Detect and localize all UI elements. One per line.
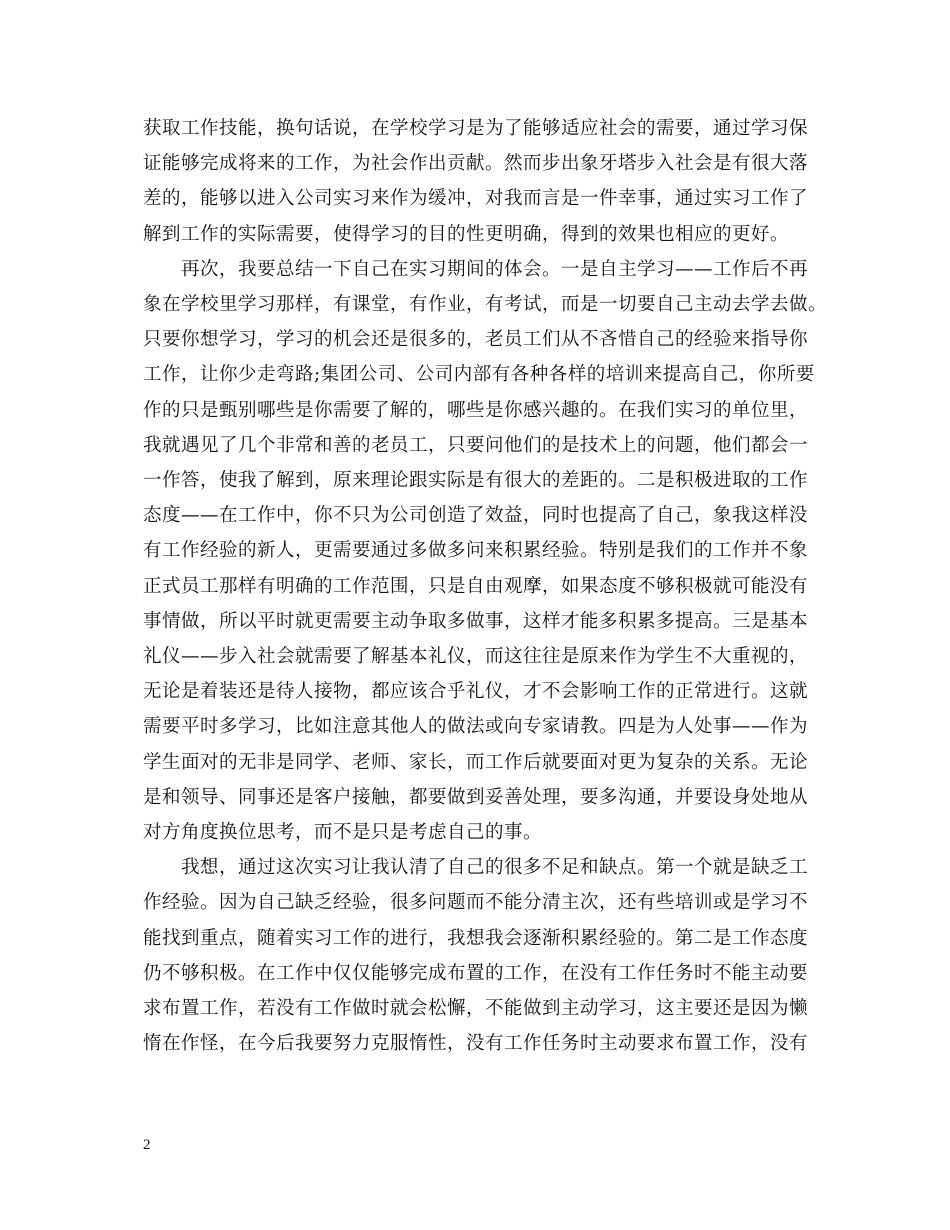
text-line: 无论是着装还是待人接物，都应该合乎礼仪，才不会影响工作的正常进行。这就: [143, 681, 809, 703]
text-line: 获取工作技能，换句话说，在学校学习是为了能够适应社会的需要，通过学习保: [143, 118, 809, 139]
text-line: 我想，通过这次实习让我认清了自己的很多不足和缺点。第一个就是缺乏工: [143, 857, 809, 879]
text-line: 差的，能够以进入公司实习来作为缓冲，对我而言是一件幸事，通过实习工作了: [143, 188, 809, 210]
text-line: 惰在作怪，在今后我要努力克服惰性，没有工作任务时主动要求布置工作，没有: [143, 1033, 809, 1055]
text-line: 作的只是甄别哪些是你需要了解的，哪些是你感兴趣的。在我们实习的单位里，: [143, 399, 809, 421]
text-line: 需要平时多学习，比如注意其他人的做法或向专家请教。四是为人处事——作为: [143, 716, 809, 738]
text-line: 象在学校里学习那样，有课堂，有作业，有考试，而是一切要自己主动去学去做。: [143, 294, 828, 316]
text-line: 态度——在工作中，你不只为公司创造了效益，同时也提高了自己，象我这样没: [143, 505, 809, 527]
text-line: 求布置工作，若没有工作做时就会松懈，不能做到主动学习，这主要还是因为懒: [143, 998, 809, 1020]
text-line: 解到工作的实际需要，使得学习的目的性更明确，得到的效果也相应的更好。: [143, 223, 790, 245]
text-line: 学生面对的无非是同学、老师、家长，而工作后就要面对更为复杂的关系。无论: [143, 751, 809, 773]
text-line: 再次，我要总结一下自己在实习期间的体会。一是自主学习——工作后不再: [143, 258, 809, 280]
page-number: 2: [143, 1137, 151, 1153]
text-line: 是和领导、同事还是客户接触，都要做到妥善处理，要多沟通，并要设身处地从: [143, 786, 809, 808]
text-line: 一作答，使我了解到，原来理论跟实际是有很大的差距的。二是积极进取的工作: [143, 470, 809, 492]
text-line: 对方角度换位思考，而不是只是考虑自己的事。: [143, 822, 543, 844]
text-line: 正式员工那样有明确的工作范围，只是自由观摩，如果态度不够积极就可能没有: [143, 575, 809, 597]
text-line: 证能够完成将来的工作，为社会作出贡献。然而步出象牙塔步入社会是有很大落: [143, 153, 809, 175]
text-line: 作经验。因为自己缺乏经验，很多问题而不能分清主次，还有些培训或是学习不: [143, 892, 809, 914]
body-text: [143, 111, 828, 1061]
text-line: 工作，让你少走弯路;集团公司、公司内部有各种各样的培训来提高自己，你所要: [143, 364, 815, 386]
text-line: 仍不够积极。在工作中仅仅能够完成布置的工作，在没有工作任务时不能主动要: [143, 962, 809, 984]
text-line: 事情做，所以平时就更需要主动争取多做事，这样才能多积累多提高。三是基本: [143, 610, 809, 632]
text-line: 只要你想学习，学习的机会还是很多的，老员工们从不吝惜自己的经验来指导你: [143, 329, 809, 351]
text-line: 我就遇见了几个非常和善的老员工，只要问他们的是技术上的问题，他们都会一: [143, 434, 809, 456]
text-line: 有工作经验的新人，更需要通过多做多问来积累经验。特别是我们的工作并不象: [143, 540, 809, 562]
text-line: 能找到重点，随着实习工作的进行，我想我会逐渐积累经验的。第二是工作态度: [143, 927, 809, 949]
text-line: 礼仪——步入社会就需要了解基本礼仪，而这往往是原来作为学生不大重视的，: [143, 646, 809, 668]
